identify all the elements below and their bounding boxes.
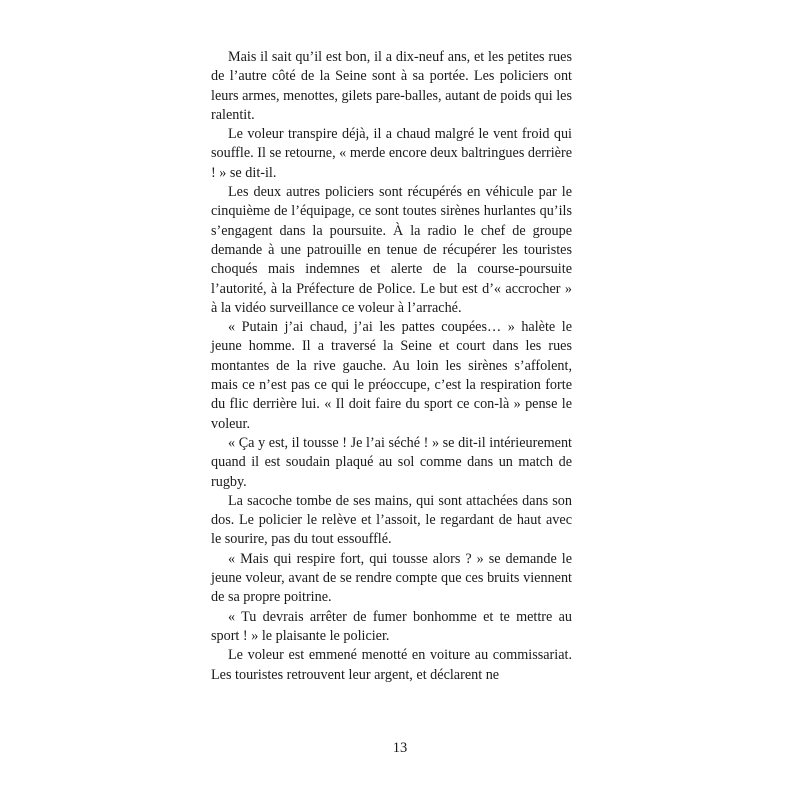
paragraph-1: Mais il sait qu’il est bon, il a dix-neuf ans, et les petites rues de l’autre côté de la Seine sont à sa portée. Les policiers ont leurs armes, menottes, gilets pare-balles, autant de poids qui les ralentit. xyxy=(211,49,572,123)
paragraph-5: « Ça y est, il tousse ! Je l’ai séché ! » se dit-il intérieurement quand il est soudain plaqué au sol comme dans un match de rugby. xyxy=(211,434,572,490)
paragraph-4: « Putain j’ai chaud, j’ai les pattes coupées… » halète le jeune homme. Il a traversé la Seine et court dans les rues montantes de la rive gauche. Au loin les sirènes s’affolent, mais ce n’est pas ce qui le préoccupe, c’est la respiration forte du flic derrière lui. « Il doit faire du sport ce con-là » pense le voleur. xyxy=(211,319,572,432)
paragraph-9: Le voleur est emmené menotté en voiture au commissariat. Les touristes retrouvent leur argent, et déclarent ne xyxy=(211,647,572,683)
paragraph-3: Les deux autres policiers sont récupérés en véhicule par le cinquième de l’équipage, ce sont toutes sirènes hurlantes qu’ils s’engagent dans la poursuite. À la radio le chef de groupe demande à une patrouille en tenue de récupérer les touristes choqués mais indemnes et alerte de la course-poursuite l’autorité, à la Préfecture de Police. Le but est d’« accrocher » à la vidéo surveillance ce voleur à l’arraché. xyxy=(211,184,572,316)
body-text xyxy=(211,48,572,685)
paragraph-7: « Mais qui respire fort, qui tousse alors ? » se demande le jeune voleur, avant de se rendre compte que ces bruits viennent de sa propre poitrine. xyxy=(211,550,572,606)
page-number: 13 xyxy=(392,740,408,756)
paragraph-6: La sacoche tombe de ses mains, qui sont attachées dans son dos. Le policier le relève et l’assoit, le regardant de haut avec le sourire, pas du tout essoufflé. xyxy=(211,492,572,548)
paragraph-8: « Tu devrais arrêter de fumer bonhomme et te mettre au sport ! » le plaisante le policier. xyxy=(211,608,572,644)
paragraph-2: Le voleur transpire déjà, il a chaud malgré le vent froid qui souffle. Il se retourne, « merde encore deux baltringues derrière ! » se dit-il. xyxy=(211,126,572,181)
